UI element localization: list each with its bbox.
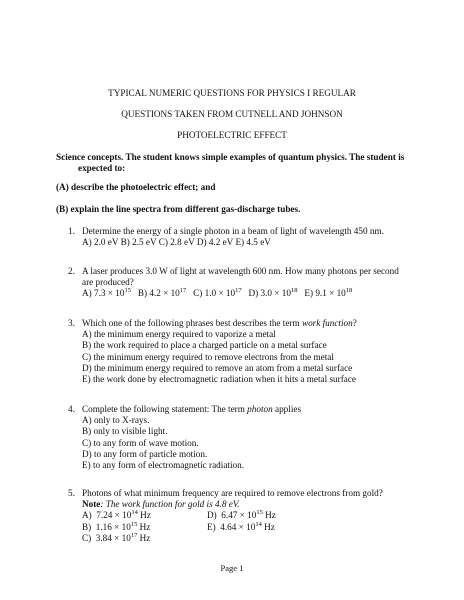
option-b: B) $1.16 \times 10^{15}$ Hz	[82, 520, 151, 532]
question-2	[68, 266, 412, 300]
question-text: Determine the energy of a single photon in a beam of light of wavelength 450 nm.	[82, 226, 384, 236]
option-e: E) $9.1 \times 10^{18}$	[304, 287, 353, 299]
option-a: A) $7.3 \times 10^{15}$	[82, 287, 131, 299]
option-a: A) the minimum energy required to vaporize a metal	[82, 329, 276, 340]
doc-subtitle: QUESTIONS TAKEN FROM CUTNELL AND JOHNSON	[121, 109, 343, 119]
page-number: Page 1	[220, 563, 244, 573]
question-text-line-2: are produced?	[82, 277, 134, 288]
question-options	[82, 288, 412, 299]
doc-topic: PHOTOELECTRIC EFFECT	[177, 130, 287, 140]
question-text-line-1: A laser produces 3.0 W of light at wavelength 600 nm. How many photons per second	[82, 266, 399, 276]
option-b: B) the work required to place a charged particle on a metal surface	[82, 340, 327, 351]
option-c: C) the minimum energy required to remove electrons from the metal	[82, 351, 334, 362]
option-d: D) $3.0 \times 10^{18}$	[248, 287, 298, 299]
question-number: 2.	[68, 266, 75, 276]
question-number: 1.	[68, 226, 75, 236]
option-d: D) the minimum energy required to remove an atom from a metal surface	[82, 362, 353, 373]
question-text: Photons of what minimum frequency are required to remove electrons from gold?	[82, 488, 383, 498]
question-text	[82, 266, 412, 288]
question-note: Note: The work function for gold is 4.8 eV.	[82, 499, 240, 510]
option-a: A) only to X-rays.	[82, 415, 150, 426]
doc-title: TYPICAL NUMERIC QUESTIONS FOR PHYSICS I REGULAR	[108, 88, 356, 98]
question-options	[82, 329, 412, 385]
objective-a: (A) describe the photoelectric effect; and	[56, 182, 216, 192]
question-number: 5.	[68, 488, 75, 498]
option-a: A) $7.24 \times 10^{14}$ Hz	[82, 509, 151, 521]
question-4	[68, 404, 412, 471]
option-c: C) $1.0 \times 10^{17}$	[193, 287, 242, 299]
science-line-1: Science concepts. The student knows simple examples of quantum physics. The student is	[56, 152, 405, 162]
option-c: C) to any form of wave motion.	[82, 437, 199, 448]
option-d: D) $6.47 \times 10^{15}$ Hz	[207, 509, 276, 521]
question-options	[82, 510, 332, 544]
option-e: E) $4.64 \times 10^{14}$ Hz	[207, 520, 275, 532]
science-concepts	[56, 152, 408, 174]
question-5	[68, 488, 412, 544]
objective-b: (B) explain the line spectra from different gas-discharge tubes.	[56, 204, 301, 214]
science-line-2: expected to:	[78, 163, 126, 174]
question-1	[68, 226, 412, 248]
option-c: C) $3.84 \times 10^{17}$ Hz	[82, 531, 151, 543]
question-3	[68, 318, 412, 385]
question-text: Complete the following statement: The term photon applies	[82, 404, 302, 414]
question-number: 3.	[68, 318, 75, 328]
question-number: 4.	[68, 404, 75, 414]
question-options	[82, 415, 412, 471]
option-d: D) to any form of particle motion.	[82, 448, 208, 459]
option-e: E) the work done by electromagnetic radiation when it hits a metal surface	[82, 374, 356, 385]
option-e: E) to any form of electromagnetic radiation.	[82, 460, 244, 471]
option-b: B) $4.2 \times 10^{17}$	[137, 287, 187, 299]
question-text: Which one of the following phrases best describes the term work function?	[82, 318, 357, 328]
question-options: A) 2.0 eV B) 2.5 eV C) 2.8 eV D) 4.2 eV E) 4.5 eV	[82, 237, 271, 248]
option-b: B) only to visible light.	[82, 426, 168, 437]
